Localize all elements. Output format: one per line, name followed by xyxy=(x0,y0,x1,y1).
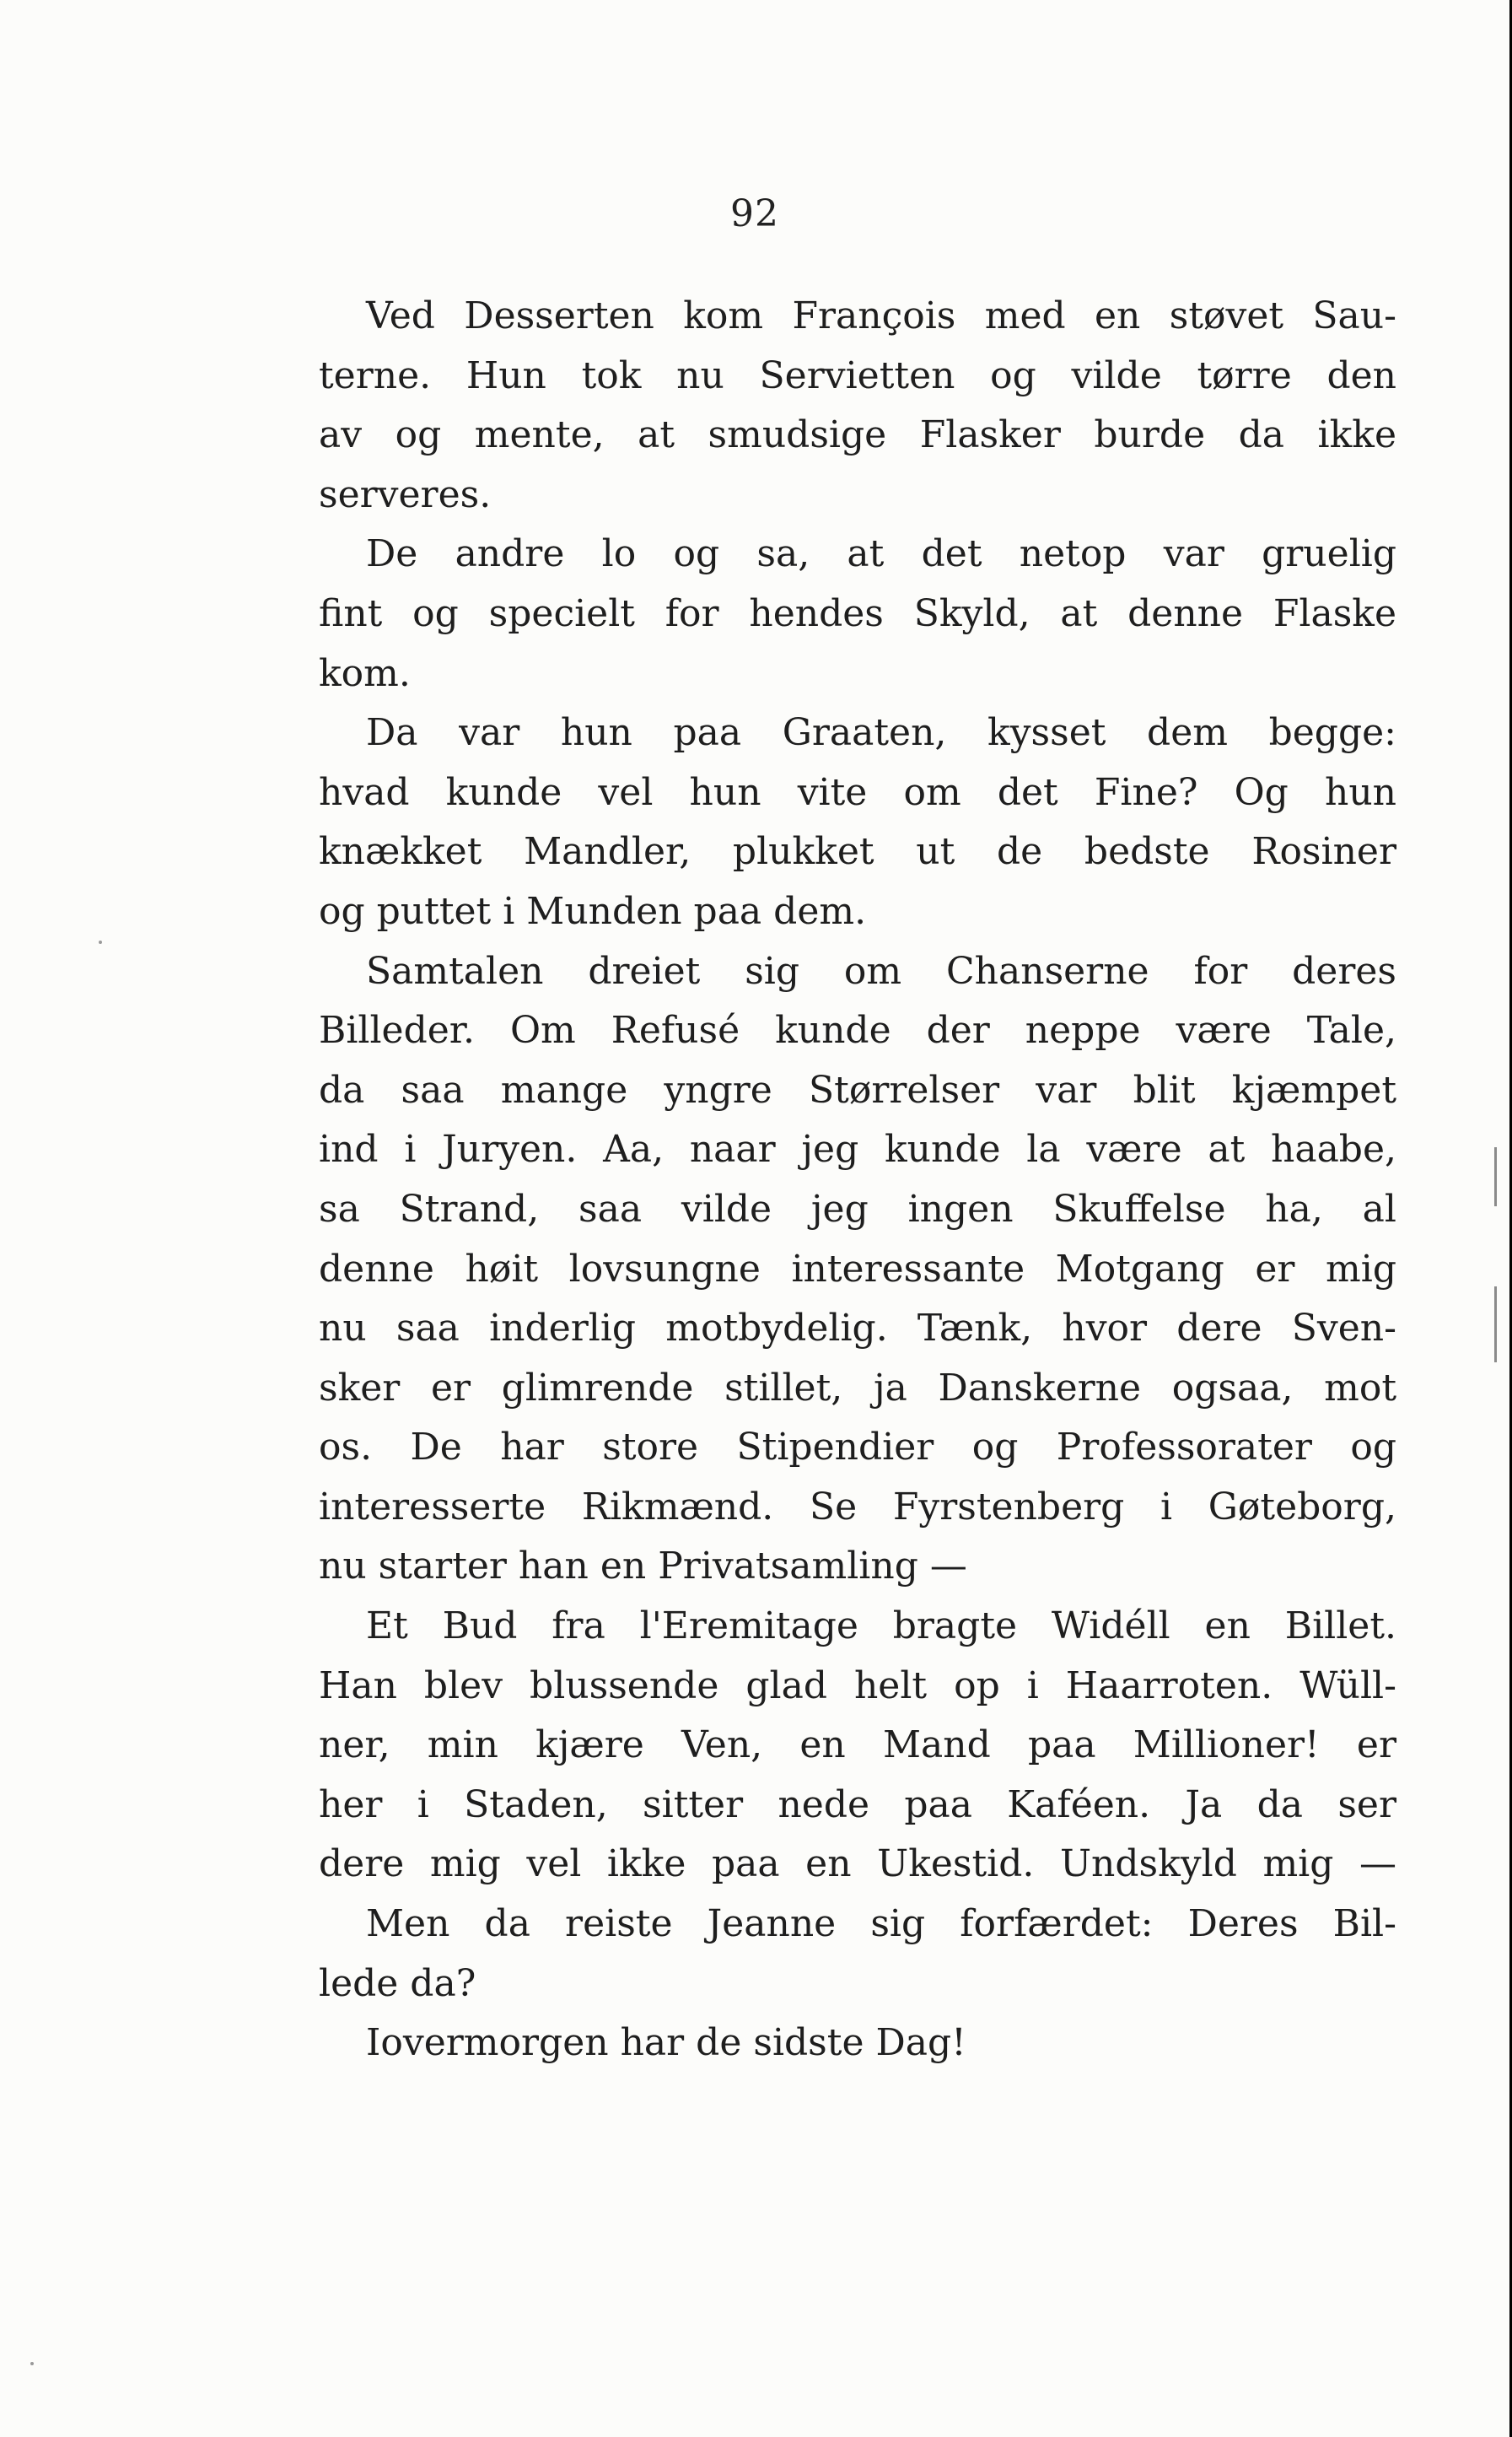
text-line: Iovermorgen har de sidste Dag! xyxy=(366,2021,966,2065)
text-line: Da var hun paa Graaten, kysset dem begge: xyxy=(366,711,1396,755)
text-line: terne. Hun tok nu Servietten og vilde tørre den xyxy=(319,353,1396,397)
text-line: denne høit lovsungne interessante Motgang er mig xyxy=(319,1247,1396,1291)
text-line: Ved Desserten kom François med en støvet Sau- xyxy=(366,294,1396,337)
page-edge-mark xyxy=(1494,1286,1497,1362)
text-line: fint og specielt for hendes Skyld, at denne Flaske xyxy=(319,591,1396,635)
text-line: hvad kunde vel hun vite om det Fine? Og hun xyxy=(319,770,1396,814)
text-line: da saa mange yngre Størrelser var blit kjæmpet xyxy=(319,1068,1396,1112)
text-line: serveres. xyxy=(319,472,492,516)
text-line: dere mig vel ikke paa en Ukestid. Undskyld mig — xyxy=(319,1842,1396,1886)
body-text xyxy=(319,287,1396,2073)
text-line: lede da? xyxy=(319,1961,476,2005)
text-line: her i Staden, sitter nede paa Kaféen. Ja da ser xyxy=(319,1782,1396,1826)
text-line: Men da reiste Jeanne sig forfærdet: Deres Bil- xyxy=(366,1902,1396,1946)
text-line: kom. xyxy=(319,651,411,695)
text-line: ner, min kjære Ven, en Mand paa Millioner! er xyxy=(319,1723,1396,1767)
text-line: ind i Juryen. Aa, naar jeg kunde la være at haabe, xyxy=(319,1128,1396,1172)
text-line: De andre lo og sa, at det netop var gruelig xyxy=(366,532,1396,576)
text-line: nu starter han en Privatsamling — xyxy=(319,1545,967,1588)
text-line: Et Bud fra l'Eremitage bragte Widéll en Billet. xyxy=(366,1604,1396,1648)
text-line: Billeder. Om Refusé kunde der neppe være Tale, xyxy=(319,1009,1396,1053)
text-line: knækket Mandler, plukket ut de bedste Rosiner xyxy=(319,830,1396,874)
text-line: sker er glimrende stillet, ja Danskerne ogsaa, mot xyxy=(319,1366,1396,1410)
text-line: Han blev blussende glad helt op i Haarroten. Wüll- xyxy=(319,1663,1396,1707)
text-line: Samtalen dreiet sig om Chanserne for deres xyxy=(366,949,1396,993)
text-line: nu saa inderlig motbydelig. Tænk, hvor dere Sven- xyxy=(319,1307,1396,1351)
text-line: av og mente, at smudsige Flasker burde da ikke xyxy=(319,413,1396,457)
page-number: 92 xyxy=(730,192,779,235)
text-line: interesserte Rikmænd. Se Fyrstenberg i Gøteborg, xyxy=(319,1485,1396,1529)
paper-speck xyxy=(99,941,102,944)
text-line: os. De har store Stipendier og Professorater og xyxy=(319,1426,1396,1469)
text-line: sa Strand, saa vilde jeg ingen Skuffelse ha, al xyxy=(319,1187,1396,1231)
paper-speck xyxy=(30,2362,34,2365)
text-line: og puttet i Munden paa dem. xyxy=(319,889,867,933)
page-edge-mark xyxy=(1494,1147,1497,1206)
